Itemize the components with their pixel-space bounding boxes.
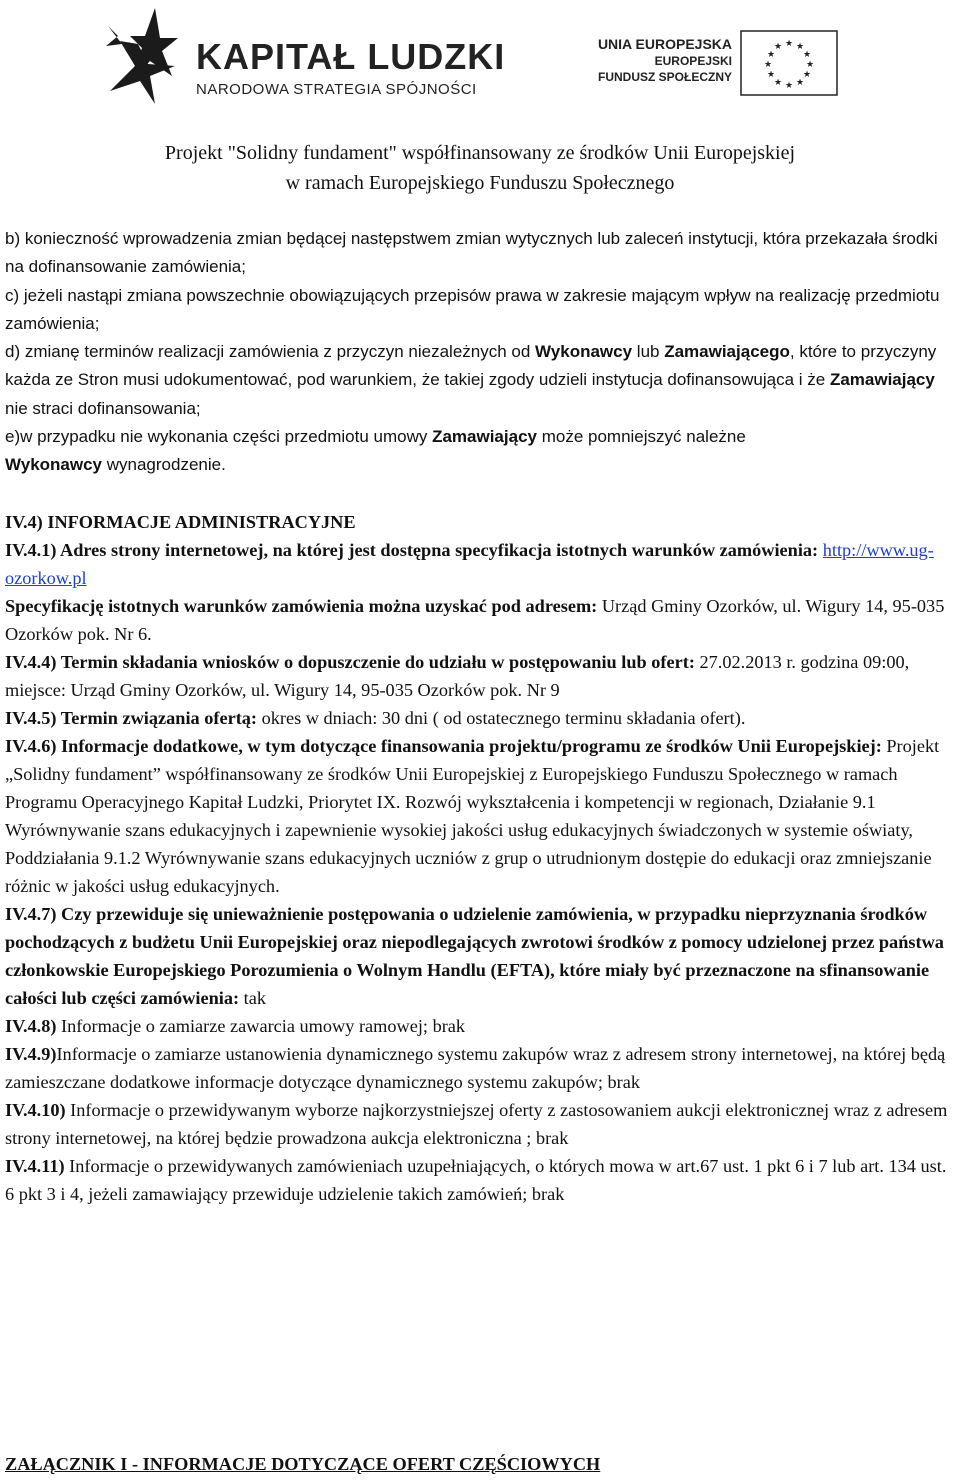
svg-text:★: ★	[763, 60, 773, 70]
iv41-paragraph	[5, 536, 955, 592]
svg-text:★: ★	[773, 42, 783, 52]
iv411-paragraph	[5, 1152, 955, 1208]
iv47-paragraph	[5, 900, 955, 1012]
svg-text:★: ★	[802, 70, 812, 80]
iv46-text: Projekt „Solidny fundament” współfinansowany ze środków Unii Europejskiej z Europejskiego Funduszu Społecznego w ramach Programu Operacyjnego Kapitał Ludzki, Priorytet IX. Rozwój wykształcenia i kompetencji w regionach, Działanie 9.1 Wyrównywanie szans edukacyjnych i zapewnienie wysokiej jakości usług edukacyjnych świadczonych w systemie oświaty, Poddziałania 9.1.2 Wyrównywanie szans edukacyjnych uczniów z grup o utrudnionym dostępie do edukacji oraz zmniejszanie różnic w jakości usług edukacyjnych.	[5, 736, 940, 896]
svg-text:★: ★	[766, 70, 776, 80]
item-e-zamawiajacy: Zamawiający	[432, 427, 537, 447]
iv411-text: Informacje o przewidywanych zamówieniach uzupełniających, o których mowa w art.67 ust. 1 pkt 6 i 7 lub art. 134 ust. 6 pkt 3 i 4, jeżeli zamawiający przewiduje udzielenie takich zamówień; brak	[5, 1156, 947, 1204]
iv41-label: IV.4.1) Adres strony internetowej, na której jest dostępna specyfikacja istotnych warunków zamówienia:	[5, 540, 823, 560]
item-e-wykonawcy: Wykonawcy	[5, 455, 103, 475]
kl-subtitle: NARODOWA STRATEGIA SPÓJNOŚCI	[196, 81, 477, 98]
iv48-text: Informacje o zamiarze zawarcia umowy ramowej; brak	[56, 1016, 466, 1036]
item-d-text-1: d) zmianę terminów realizacji zamówienia z przyczyn niezależnych od	[5, 342, 536, 362]
iv44-text: 27.02.2013 r. godzina 09:00, miejsce: Urząd Gminy Ozorków, ul. Wigury 14, 95-035 Ozorków pok. Nr 9	[5, 652, 910, 700]
siwz-label: Specyfikację istotnych warunków zamówienia można uzyskać pod adresem:	[5, 596, 602, 616]
siwz-paragraph	[5, 592, 955, 648]
section-heading: IV.4) INFORMACJE ADMINISTRACYJNE	[5, 512, 356, 532]
iv48-paragraph	[5, 1012, 955, 1040]
header-logos	[0, 0, 960, 120]
siwz-text: Urząd Gminy Ozorków, ul. Wigury 14, 95-035 Ozorków pok. Nr 6.	[5, 596, 945, 644]
item-d-text-3: , które to przyczyny każda ze Stron musi udokumentować, pod warunkiem, że takiej zgody udzieli instytucja dofinansowująca i że	[5, 342, 937, 390]
conditions-list	[5, 225, 955, 480]
iv410-paragraph	[5, 1096, 955, 1152]
item-e-text-1: e)w przypadku nie wykonania części przedmiotu umowy	[5, 427, 433, 447]
administrative-info	[5, 508, 955, 1208]
item-d-text-2: lub	[632, 342, 665, 362]
svg-text:★: ★	[795, 78, 805, 88]
item-d-text-4: nie straci dofinansowania;	[5, 398, 201, 418]
eu-line2: EUROPEJSKI	[654, 54, 732, 68]
svg-text:★: ★	[784, 39, 794, 49]
iv45-label: IV.4.5) Termin związania ofertą:	[5, 708, 262, 728]
annex-title: ZAŁĄCZNIK I - INFORMACJE DOTYCZĄCE OFERT CZĘŚCIOWYCH	[5, 1454, 601, 1474]
svg-text:★: ★	[802, 50, 812, 60]
iv45-paragraph	[5, 704, 955, 732]
svg-text:★: ★	[795, 42, 805, 52]
eu-text	[590, 30, 732, 84]
iv411-label: IV.4.11)	[5, 1156, 65, 1176]
item-b: b) konieczność wprowadzenia zmian będącej następstwem zmian wytycznych lub zaleceń instytucji, która przekazała środki na dofinansowanie zamówienia;	[5, 229, 938, 277]
eu-line3: FUNDUSZ SPOŁECZNY	[597, 70, 732, 84]
svg-text:★: ★	[773, 78, 783, 88]
website-link[interactable]: http://www.ug-ozorkow.pl	[5, 540, 934, 588]
iv49-text: Informacje o zamiarze ustanowienia dynamicznego systemu zakupów wraz z adresem strony internetowej, na której będą zamieszczane dodatkowe informacje dotyczące dynamicznego systemu zakupów; brak	[5, 1044, 946, 1092]
project-line-1: Projekt "Solidny fundament" współfinansowany ze środków Unii Europejskiej	[164, 142, 796, 164]
iv49-paragraph	[5, 1040, 955, 1096]
item-e-text-2: może pomniejszyć należne	[536, 427, 746, 447]
iv48-label: IV.4.8)	[5, 1016, 57, 1036]
svg-text:★: ★	[766, 50, 776, 60]
iv46-label: IV.4.6) Informacje dodatkowe, w tym dotyczące finansowania projektu/programu ze środków Unii Europejskiej:	[5, 736, 887, 756]
iv47-text: tak	[243, 988, 266, 1008]
kapital-ludzki-star-icon	[100, 6, 195, 106]
item-d-zamawiajacy: Zamawiający	[829, 370, 935, 390]
iv44-paragraph	[5, 648, 955, 704]
item-d-wykonawcy: Wykonawcy	[535, 342, 633, 362]
item-d-zamawiajacego: Zamawiającego	[664, 342, 790, 362]
project-line-2: w ramach Europejskiego Funduszu Społecznego	[285, 172, 675, 194]
eu-flag-icon	[740, 30, 838, 96]
kl-title: KAPITAŁ LUDZKI	[196, 36, 506, 77]
iv46-paragraph	[5, 732, 955, 900]
svg-text:★: ★	[805, 60, 815, 70]
project-header	[0, 138, 960, 198]
iv44-label: IV.4.4) Termin składania wniosków o dopuszczenie do udziału w postępowaniu lub ofert:	[5, 652, 700, 672]
item-e-text-3: wynagrodzenie.	[102, 455, 226, 475]
svg-text:★: ★	[784, 81, 794, 91]
kapital-ludzki-logo	[100, 6, 506, 106]
iv45-text: okres w dniach: 30 dni ( od ostatecznego terminu składania ofert).	[261, 708, 746, 728]
iv410-label: IV.4.10)	[5, 1100, 66, 1120]
eu-line1: UNIA EUROPEJSKA	[597, 36, 732, 52]
iv49-label: IV.4.9)	[5, 1044, 57, 1064]
iv47-label: IV.4.7) Czy przewiduje się unieważnienie postępowania o udzielenie zamówienia, w przypadku nieprzyznania środków pochodzących z budżetu Unii Europejskiej oraz niepodlegających zwrotowi środków z pomocy udzielonej przez państwa członkowskie Europejskiego Porozumienia o Wolnym Handlu (EFTA), które miały być przeznaczone na sfinansowanie całości lub części zamówienia:	[5, 904, 944, 1008]
eu-logo	[590, 30, 875, 100]
item-c: c) jeżeli nastąpi zmiana powszechnie obowiązujących przepisów prawa w zakresie mającym wpływ na realizację przedmiotu zamówienia;	[5, 285, 940, 333]
item-e	[5, 423, 955, 480]
iv410-text: Informacje o przewidywanym wyborze najkorzystniejszej oferty z zastosowaniem aukcji elektronicznej wraz z adresem strony internetowej, na której będzie prowadzona aukcja elektroniczna ; brak	[5, 1100, 948, 1148]
item-d	[5, 338, 955, 423]
